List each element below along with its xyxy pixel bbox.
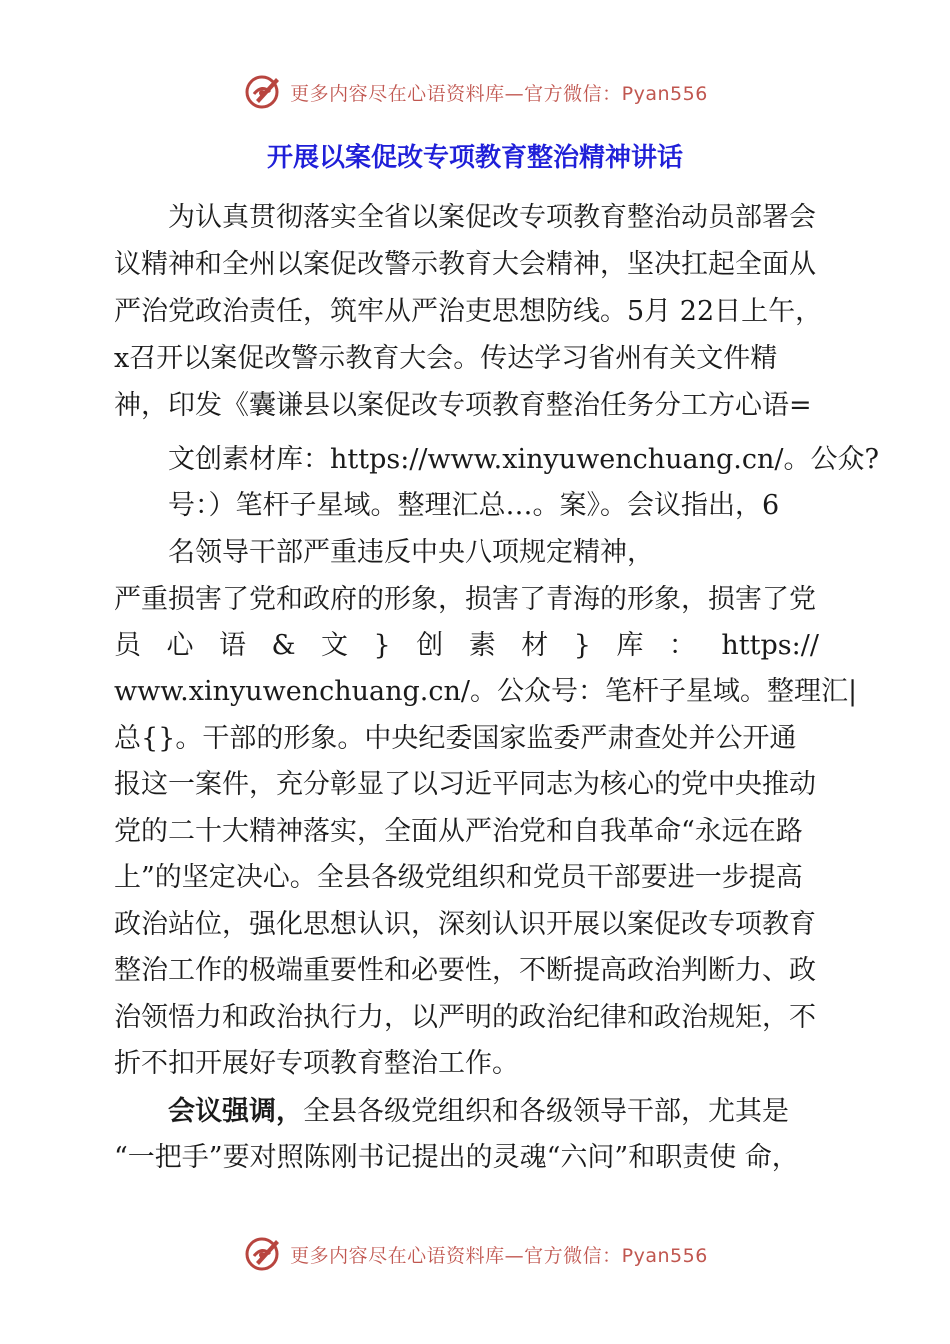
body-line: 神，印发《囊谦县以案促改专项教育整治任务分工方心语=: [114, 390, 812, 421]
spaced-glyph: ：: [668, 630, 696, 661]
body-line: 为认真贯彻落实全省以案促改专项教育整治动员部署会: [168, 202, 816, 233]
body-line: 议精神和全州以案促改警示教育大会精神，坚决扛起全面从: [114, 249, 816, 280]
paragraph-2-line-1: [168, 1092, 789, 1132]
body-line: 严重损害了党和政府的形象，损害了青海的形象，损害了党: [114, 584, 816, 615]
bold-lead: 会议强调，: [168, 1096, 303, 1127]
spaced-glyph: 素: [468, 630, 496, 661]
body-line: 党的二十大精神落实，全面从严治党和自我革命“永远在路: [114, 816, 803, 847]
brand-logo-icon: [242, 1232, 286, 1276]
body-line: 治领悟力和政治执行力，以严明的政治纪律和政治规矩，不: [114, 1002, 816, 1033]
body-line: 整治工作的极端重要性和必要性，不断提高政治判断力、政: [114, 955, 816, 986]
body-line: 严治党政治责任，筑牢从严治吏思想防线。5月 22日上午，: [114, 296, 823, 327]
body-line: “一把手”要对照陈刚书记提出的灵魂“六问”和职责使 命，: [114, 1142, 799, 1173]
spaced-glyph: 文: [321, 630, 349, 661]
spaced-glyph: }: [573, 630, 591, 661]
spaced-glyph: }: [373, 630, 391, 661]
body-line: 折不扣开展好专项教育整治工作。: [114, 1048, 519, 1079]
body-line: 号：）笔杆子星域。整理汇总…。案》。会议指出，6: [168, 490, 780, 521]
footer-watermark: [0, 1232, 950, 1276]
spaced-line: [114, 626, 819, 666]
spaced-glyph: 心: [166, 630, 194, 661]
spaced-glyph: https://: [721, 630, 819, 661]
spaced-glyph: &: [271, 630, 296, 661]
body-line: 名领导干部严重违反中央八项规定精神，: [168, 537, 654, 568]
body-line: 总{}。干部的形象。中央纪委国家监委严肃查处并公开通: [114, 723, 797, 754]
body-line: 文创素材库：https://www.xinyuwenchuang.cn/。公众?: [168, 444, 879, 475]
spaced-glyph: 材: [521, 630, 549, 661]
body-text: 全县各级党组织和各级领导干部，尤其是: [303, 1096, 789, 1127]
watermark-text: 更多内容尽在心语资料库—官方微信：Pyan556: [290, 1244, 708, 1267]
brand-logo-icon: [242, 70, 286, 114]
watermark-text: 更多内容尽在心语资料库—官方微信：Pyan556: [290, 82, 708, 105]
spaced-glyph: 语: [219, 630, 246, 661]
spaced-glyph: 创: [416, 630, 444, 661]
body-line: 政治站位，强化思想认识，深刻认识开展以案促改专项教育: [114, 909, 816, 940]
body-line: 上”的坚定决心。全县各级党组织和党员干部要进一步提高: [114, 862, 803, 893]
spaced-glyph: 员: [114, 630, 141, 661]
spaced-glyph: 库: [616, 630, 644, 661]
document-title: 开展以案促改专项教育整治精神讲话: [266, 143, 683, 173]
body-line: 报这一案件，充分彰显了以习近平同志为核心的党中央推动: [114, 769, 816, 800]
header-watermark: [0, 70, 950, 114]
body-line: x召开以案促改警示教育大会。传达学习省州有关文件精: [114, 343, 778, 374]
body-line: www.xinyuwenchuang.cn/。公众号：笔杆子星域。整理汇|: [114, 676, 858, 707]
